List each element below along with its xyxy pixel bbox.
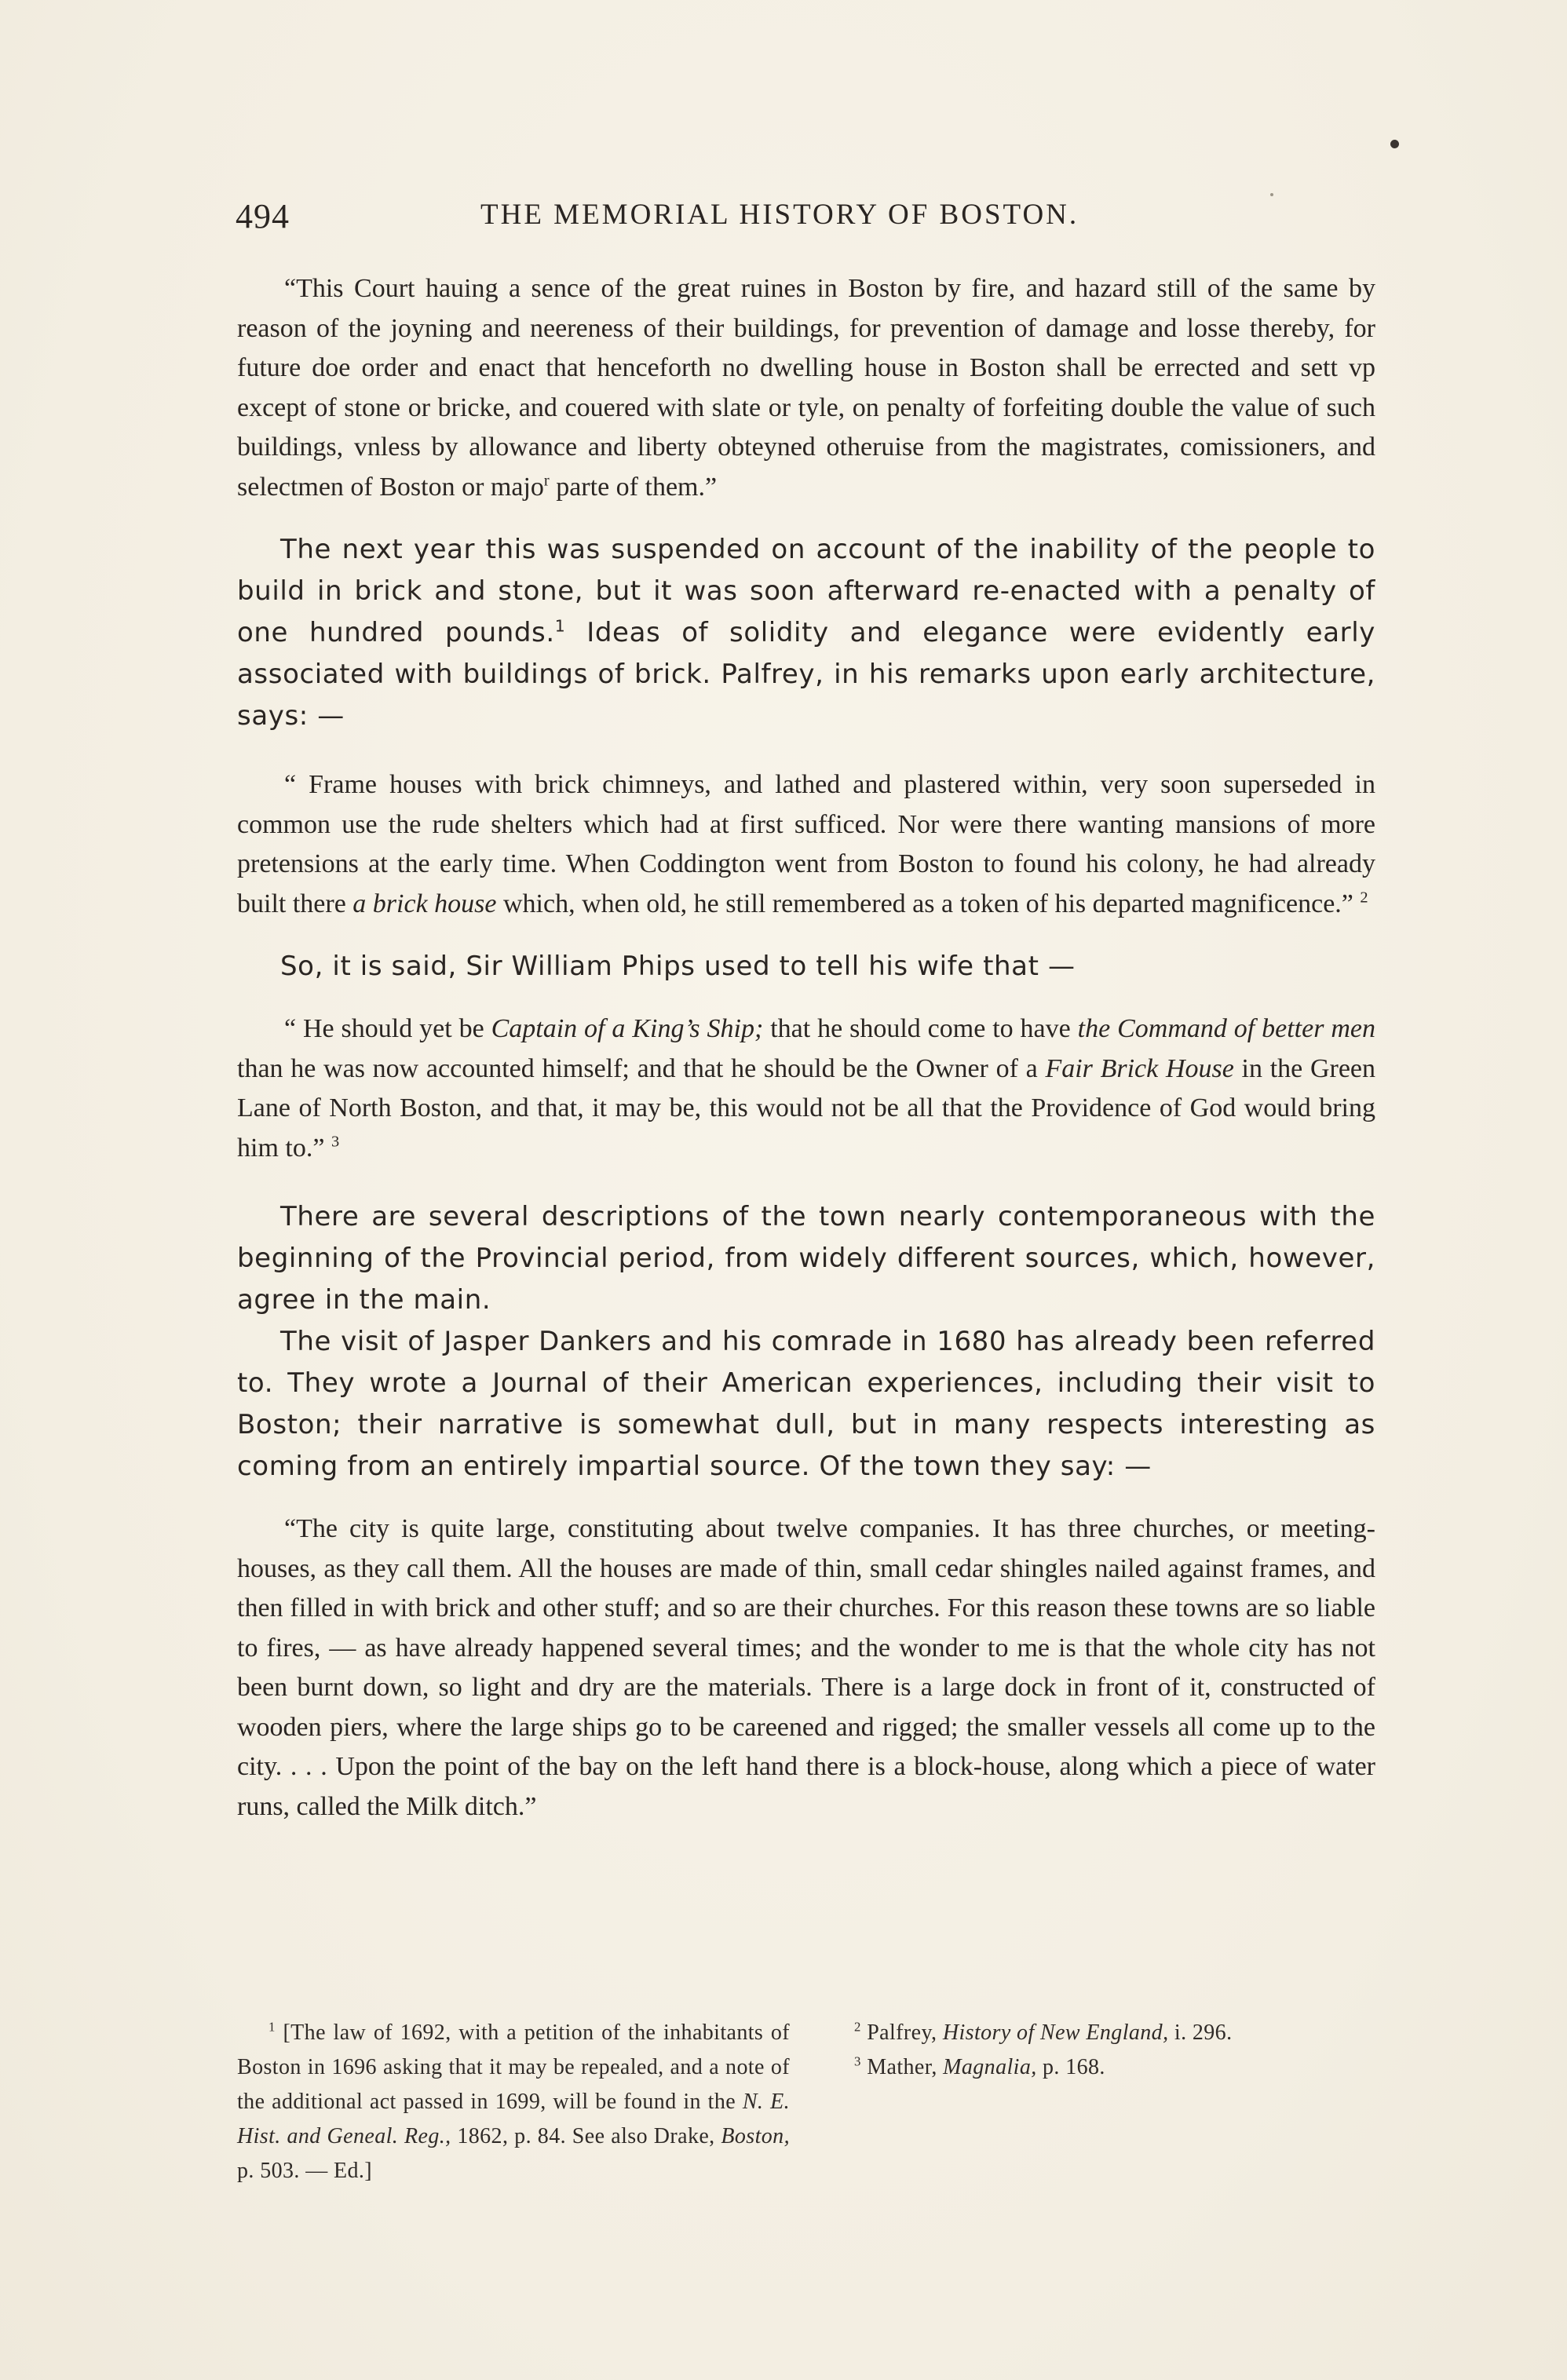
quote-palfrey: “ Frame houses with brick chimneys, and lathed and plastered within, very soon superseded in common use the rude shelters which had at first sufficed. Nor were there wanting mansions of more pretensions at the early time. When Coddington went from Boston to found his colony, he had already built there a brick house which, when old, he still remembered as a token of his departed magnificence.” $^2$: [237, 770, 1375, 918]
footnotes: [237, 2016, 1375, 2188]
footnote-column-left: [237, 2016, 790, 2188]
footnote-ref-2: 2: [1360, 889, 1368, 907]
footnote-ref-3: 3: [331, 1133, 340, 1151]
page-header: [236, 193, 1375, 240]
footnote-column-right: [823, 2016, 1375, 2188]
quote-court-order: “This Court hauing a sence of the great ruines in Boston by fire, and hazard still of the same by reason of the joyning and neereness of their buildings, for prevention of damage and losse thereby, for future doe order and enact that henceforth no dwelling house in Boston shall be errected and sett vp except of stone or bricke, and couered with slate or tyle, on penalty of forfeiting double the value of such buildings, vnless by allowance and liberty obteyned otheruise from the magistrates, comissioners, and selectmen of Boston or majo$^r$ parte of them.”: [237, 274, 1375, 502]
quote-phips: “ He should yet be Captain of a King’s Ship; that he should come to have the Command of better men than he was now accounted himself; and that he should be the Owner of a Fair Brick House in the Green Lane of North Boston, and that, it may be, this would not be all that the Providence of God would bring him to.” $^3$: [237, 1014, 1376, 1163]
paragraph-dankers: The visit of Jasper Dankers and his comrade in 1680 has already been referred to. They wrote a Journal of their American experiences, including their visit to Boston; their narrative is somewhat dull, but in many respects interesting as coming from an entirely impartial source. Of the town they say: —: [237, 1326, 1375, 1482]
footnote-2: $^2$ Palfrey, History of New England, i. 296.: [854, 2019, 1233, 2045]
running-head: THE MEMORIAL HISTORY OF BOSTON.: [480, 199, 1079, 231]
paragraph-phips: So, it is said, Sir William Phips used to tell his wife that —: [280, 951, 1076, 982]
page-body: [237, 269, 1375, 1827]
quote-dankers: “The city is quite large, constituting about twelve companies. It has three churches, or meeting-houses, as they call them. All the houses are made of thin, small cedar shingles nailed against frames, and then filled in with brick and other stuff; and so are their churches. For this reason these towns are so liable to fires, — as have already happened several times; and the wonder to me is that the whole city has not been burnt down, so light and dry are the materials. There is a large dock in front of it, constructed of wooden piers, where the large ships go to be careened and rigged; the smaller vessels all come up to the city. . . . Upon the point of the bay on the left hand there is a block-house, along which a piece of water runs, called the Milk ditch.”: [237, 1514, 1375, 1821]
footnote-3: $^3$ Mather, Magnalia, p. 168.: [854, 2053, 1105, 2079]
paragraph-suspension: The next year this was suspended on account of the inability of the people to build in brick and stone, but it was soon afterward re-enacted with a penalty of one hundred pounds.$^1$ Ideas of solidity and elegance were evidently early associated with buildings of brick. Palfrey, in his remarks upon early architecture, says: —: [237, 534, 1375, 732]
paragraph-descriptions: There are several descriptions of the town nearly contemporaneous with the beginning of the Provincial period, from widely different sources, which, however, agree in the main.: [237, 1201, 1375, 1316]
page-number: 494: [236, 197, 290, 235]
ink-dot: [1390, 140, 1399, 148]
footnote-ref-1: 1: [554, 616, 566, 636]
footnote-1: $^1$ [The law of 1692, with a petition of the inhabitants of Boston in 1696 asking that it may be repealed, and a note of the additional act passed in 1699, will be found in the N. E. Hist. and Geneal. Reg., 1862, p. 84. See also Drake, Boston, p. 503. — Ed.]: [237, 2019, 790, 2183]
